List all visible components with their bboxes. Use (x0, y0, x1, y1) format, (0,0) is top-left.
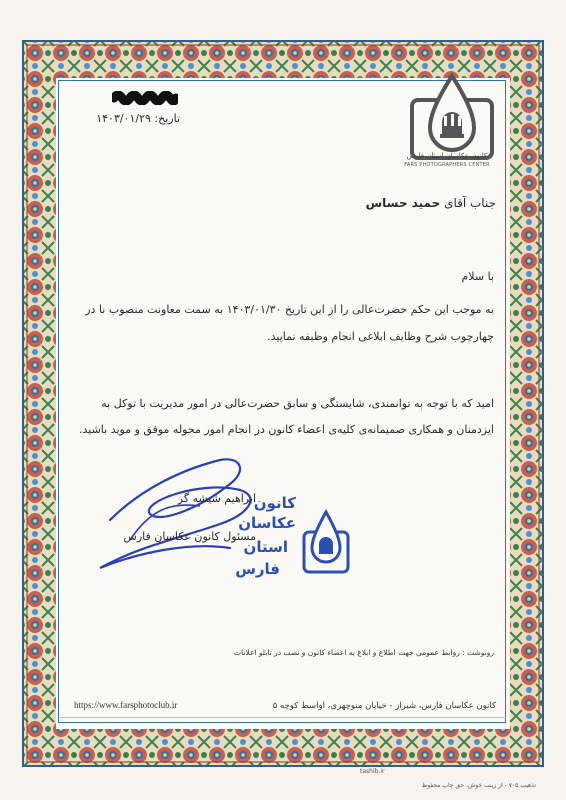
stamp-line-3: استان (243, 538, 288, 556)
greeting: با سلام (461, 270, 494, 283)
address: کانون عکاسان فارس، شیراز - خیابان منوچهری، اواسط کوچه ۵ (272, 701, 496, 711)
org-name-fa: کانون عکاسان استان فارس (406, 152, 488, 160)
organization-stamp (226, 494, 356, 588)
addressee-name: حمید حساس (365, 196, 441, 210)
stamp-line-2: عکاسان (238, 514, 296, 532)
print-note: تذهیب ۷۰۵ - از زینب خوش، حق چاپ محفوظ (421, 782, 536, 789)
org-name-en: FARS PHOTOGRAPHERS CENTER (404, 162, 490, 168)
date-value: ۱۴۰۳/۰۱/۲۹ (96, 112, 151, 125)
redacted-number (112, 91, 178, 105)
signer-title: مسئول کانون عکاسان فارس (123, 530, 256, 543)
addressee-line (366, 196, 496, 210)
paragraph-1-line-2: چهارچوب شرح وظایف ابلاغی انجام وظیفه نمایید. (267, 330, 494, 343)
footer-divider (60, 717, 506, 718)
paragraph-2-line-2: ایزدمنان و همکاری صمیمانه‌ی کلیه‌ی اعضاء کانون در انجام امور محوله موفق و موید باشید. (78, 423, 494, 436)
signer-name: ابراهیم شیشه گر (177, 492, 256, 505)
addressee-prefix: جناب آقای (444, 196, 496, 210)
stamp-line-1: کانون (253, 494, 296, 512)
date-line (84, 112, 180, 126)
date-label: تاریخ: (154, 112, 180, 125)
stamp-line-4: فارس (235, 560, 280, 578)
cc-note: رونوشت : روابط عمومی جهت اطلاع و ابلاغ به اعضاء کانون و نصب در تابلو اعلانات (234, 648, 494, 657)
website-link[interactable]: https://www.farsphotoclub.ir (74, 700, 178, 710)
print-credit: tashib.ir (360, 768, 385, 775)
paragraph-2-line-1: امید که با توجه به توانمندی، شایستگی و سابق حضرت‌عالی در امور مدیریت با توکل به (101, 397, 494, 410)
paragraph-1-line-1: به موجب این حکم حضرت‌عالی را از این تاریخ ۱۴۰۳/۰۱/۳۰ به سمت معاونت منصوب نا در (85, 303, 494, 316)
stamp-camera-icon (300, 508, 352, 578)
